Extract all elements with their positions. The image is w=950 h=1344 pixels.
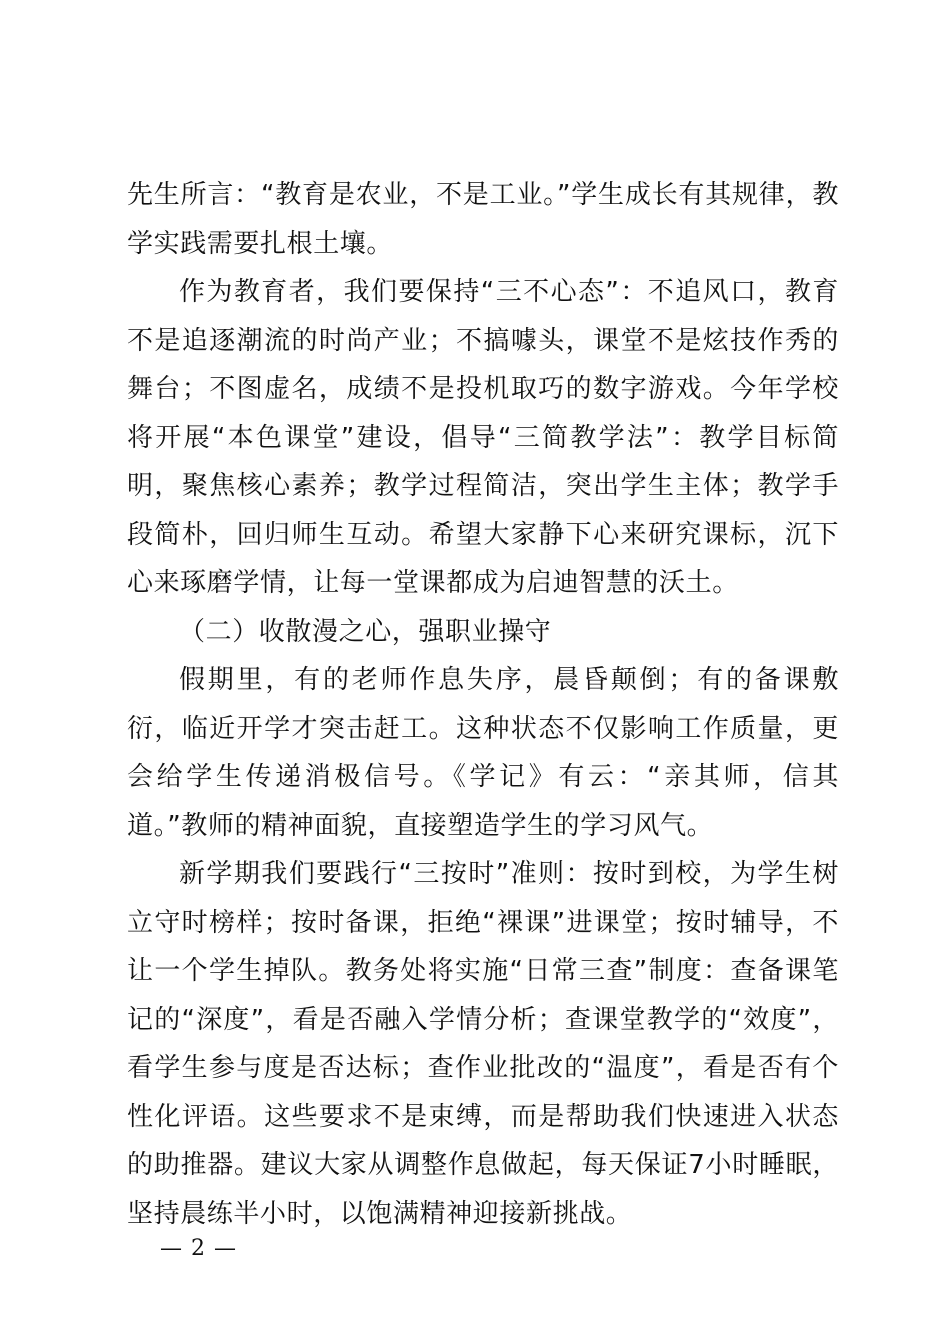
paragraph-three-attitudes: 作为教育者，我们要保持“三不心态”：不追风口，教育不是追逐潮流的时尚产业；不搞噱头，课堂不是炫技作秀的舞台；不图虚名，成绩不是投机取巧的数字游戏。今年学校将开展“本色课堂”建设，倡导“三简教学法”：教学目标简明，聚焦核心素养；教学过程简洁，突出学生主体；教学手段简朴，回归师生互动。希望大家静下心来研究课标，沉下心来琢磨学情，让每一堂课都成为启迪智慧的沃土。 [127,277,839,598]
paragraph-holiday: 假期里，有的老师作息失序，晨昏颠倒；有的备课敷衍，临近开学才突击赶工。这种状态不仅影响工作质量，更会给学生传递消极信号。《学记》有云：“亲其师，信其道。”教师的精神面貌，直接塑造学生的学习风气。 [127,665,839,841]
paragraph-continuation: 先生所言：“教育是农业，不是工业。”学生成长有其规律，教学实践需要扎根土壤。 [127,180,839,259]
document-body [127,171,839,1238]
page-number: — 2 — [160,1236,237,1261]
section-heading: （二）收散漫之心，强职业操守 [179,616,552,647]
paragraph-three-ontime: 新学期我们要践行“三按时”准则：按时到校，为学生树立守时榜样；按时备课，拒绝“裸课”进课堂；按时辅导，不让一个学生掉队。教务处将实施“日常三查”制度：查备课笔记的“深度”，看是否融入学情分析；查课堂教学的“效度”，看学生参与度是否达标；查作业批改的“温度”，看是否有个性化评语。这些要求不是束缚，而是帮助我们快速进入状态的助推器。建议大家从调整作息做起，每天保证7小时睡眠，坚持晨练半小时，以饱满精神迎接新挑战。 [127,859,839,1229]
